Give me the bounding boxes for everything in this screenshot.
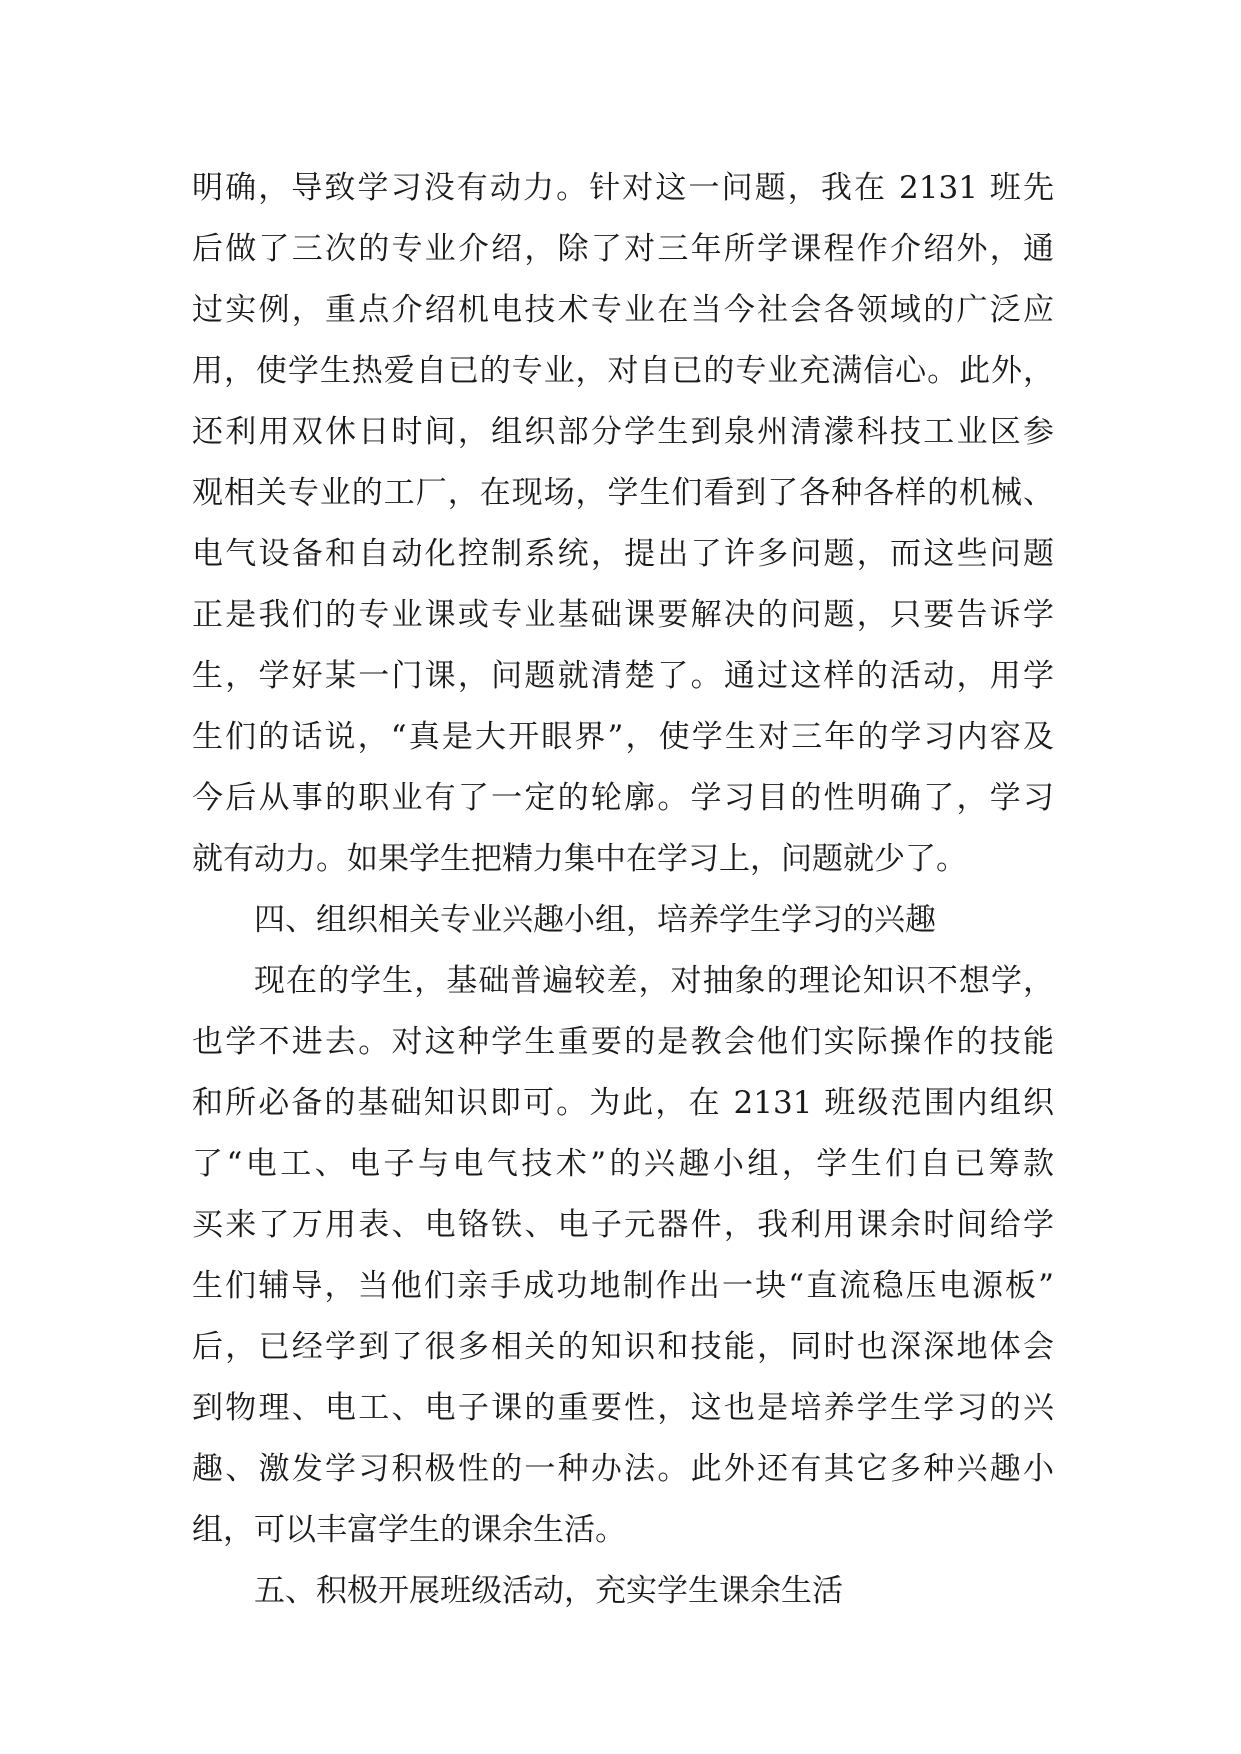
section-heading: 五、积极开展班级活动，充实学生课余生活 xyxy=(254,1573,843,1609)
paragraph-line: 和所必备的基础知识即可。为此，在 2131 班级范围内组织 xyxy=(192,1085,1054,1121)
section-heading: 四、组织相关专业兴趣小组，培养学生学习的兴趣 xyxy=(254,902,936,938)
paragraph-line: 用，使学生热爱自已的专业，对自已的专业充满信心。此外， xyxy=(192,353,1054,389)
paragraph-line: 后做了三次的专业介绍，除了对三年所学课程作介绍外，通 xyxy=(192,231,1054,267)
paragraph-line: 明确，导致学习没有动力。针对这一问题，我在 2131 班先 xyxy=(192,170,1054,206)
paragraph-line: 生们的话说，“真是大开眼界”，使学生对三年的学习内容及 xyxy=(192,719,1054,755)
paragraph-line: 趣、激发学习积极性的一种办法。此外还有其它多种兴趣小 xyxy=(192,1451,1054,1487)
paragraph-line: 到物理、电工、电子课的重要性，这也是培养学生学习的兴 xyxy=(192,1390,1054,1426)
paragraph-line: 观相关专业的工厂，在现场，学生们看到了各种各样的机械、 xyxy=(192,475,1054,511)
paragraph-line: 组，可以丰富学生的课余生活。 xyxy=(192,1512,626,1548)
paragraph-line: 了“电工、电子与电气技术”的兴趣小组，学生们自已筹款 xyxy=(192,1146,1054,1182)
paragraph-line: 生，学好某一门课，问题就清楚了。通过这样的活动，用学 xyxy=(192,658,1054,694)
paragraph-line: 还利用双休日时间，组织部分学生到泉州清濛科技工业区参 xyxy=(192,414,1054,450)
paragraph-line: 就有动力。如果学生把精力集中在学习上，问题就少了。 xyxy=(192,841,967,877)
paragraph-line: 过实例，重点介绍机电技术专业在当今社会各领域的广泛应 xyxy=(192,292,1054,328)
paragraph-line: 生们辅导，当他们亲手成功地制作出一块“直流稳压电源板” xyxy=(192,1268,1054,1304)
paragraph-line: 现在的学生，基础普遍较差，对抽象的理论知识不想学， xyxy=(254,963,1054,999)
paragraph-line: 也学不进去。对这种学生重要的是教会他们实际操作的技能 xyxy=(192,1024,1054,1060)
paragraph-line: 买来了万用表、电铬铁、电子元器件，我利用课余时间给学 xyxy=(192,1207,1054,1243)
paragraph-line: 今后从事的职业有了一定的轮廓。学习目的性明确了，学习 xyxy=(192,780,1054,816)
paragraph-line: 正是我们的专业课或专业基础课要解决的问题，只要告诉学 xyxy=(192,597,1054,633)
paragraph-line: 电气设备和自动化控制系统，提出了许多问题，而这些问题 xyxy=(192,536,1054,572)
paragraph-line: 后，已经学到了很多相关的知识和技能，同时也深深地体会 xyxy=(192,1329,1054,1365)
